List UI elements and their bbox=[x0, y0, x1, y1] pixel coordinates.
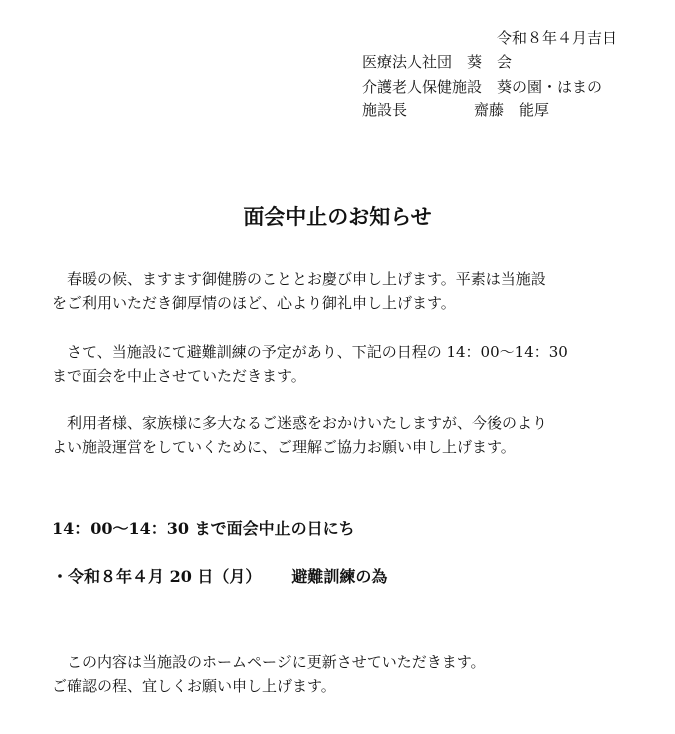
schedule-reason: 避難訓練の為 bbox=[291, 567, 388, 586]
announcement-line-2: まで面会を中止させていただきます。 bbox=[52, 367, 306, 385]
announcement-line-1: さて、当施設にて避難訓練の予定があり、下記の日程の 14：00～14：30 bbox=[52, 343, 568, 361]
greeting-line-1: 春暖の候、ますます御健勝のこととお慶び申し上げます。平素は当施設 bbox=[52, 270, 546, 288]
schedule-heading: 14：00～14：30 まで面会中止の日にち bbox=[52, 519, 355, 538]
issue-date: 令和８年４月吉日 bbox=[496, 29, 617, 47]
apology-line-1: 利用者様、家族様に多大なるご迷惑をおかけいたしますが、今後のより bbox=[52, 414, 548, 432]
closing-line-2: ご確認の程、宜しくお願い申し上げます。 bbox=[52, 677, 336, 695]
closing-line-1: この内容は当施設のホームページに更新させていただきます。 bbox=[52, 653, 486, 671]
director-name: 齋藤 能厚 bbox=[474, 101, 550, 119]
organization-name: 医療法人社団 葵 会 bbox=[362, 53, 513, 71]
facility-name: 介護老人保健施設 葵の園・はまの bbox=[362, 78, 603, 96]
apology-line-2: よい施設運営をしていくために、ご理解ご協力お願い申し上げます。 bbox=[52, 438, 516, 456]
schedule-item bbox=[52, 569, 387, 585]
greeting-line-2: をご利用いただき御厚情のほど、心より御礼申し上げます。 bbox=[52, 294, 456, 312]
apology-paragraph bbox=[52, 411, 627, 459]
notice-title: 面会中止のお知らせ bbox=[243, 204, 432, 229]
announcement-paragraph bbox=[52, 340, 627, 388]
director-title: 施設長 bbox=[362, 101, 408, 119]
greeting-paragraph bbox=[52, 267, 627, 315]
schedule-date: ・令和８年４月 20 日（月） bbox=[52, 567, 262, 586]
